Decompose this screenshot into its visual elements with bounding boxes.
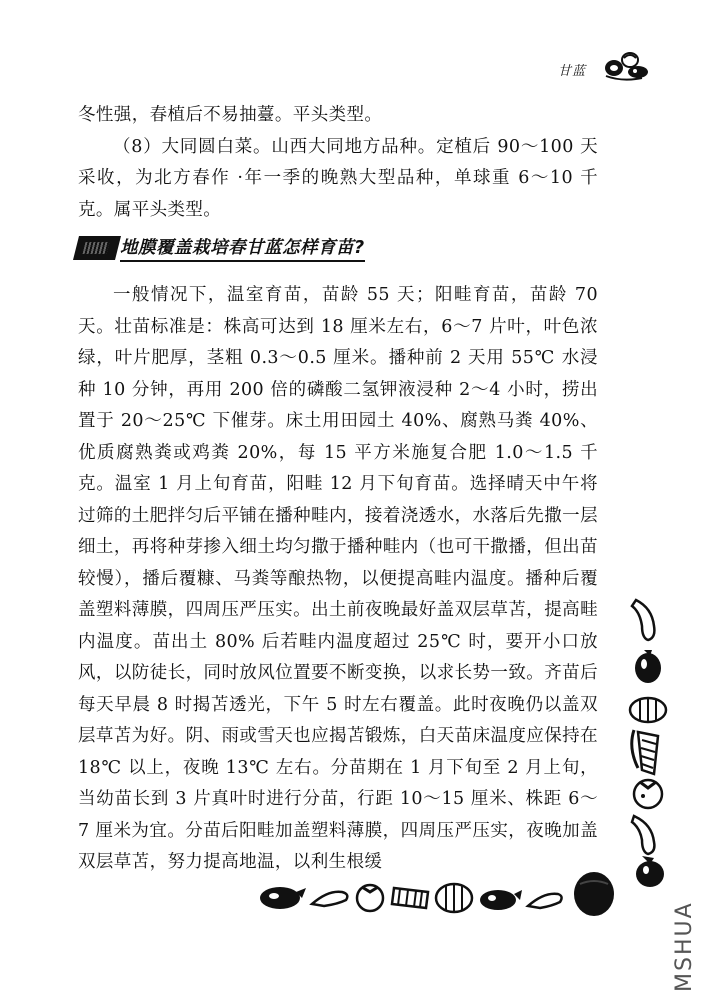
tomato-icon [357,885,383,911]
cucumber-icon [632,600,654,640]
section-heading [76,234,426,262]
cabbage-icon [574,872,614,916]
pumpkin-icon [436,884,472,912]
eggplant-icon [636,856,664,887]
section-heading-text: 地膜覆盖栽培春甘蓝怎样育苗? [120,234,365,262]
paragraph-continued: 冬性强，春植后不易抽薹。平头类型。 [78,105,383,125]
watermark: MSHUA [672,901,697,992]
eggplant-icon [635,650,661,683]
heading-badge-icon [73,236,121,260]
vegetable-cluster-icon [602,48,650,86]
top-section-text [78,100,598,226]
bottom-vegetable-border [258,870,614,922]
section-body-paragraph: 一般情况下，温室育苗，苗龄 55 天；阳畦育苗，苗龄 70 天。壮苗标准是：株高可达到 18 厘米左右，6～7 片叶，叶色浓绿，叶片肥厚，茎粗 0.3～0.5 厘米。播种前 2 天用 55℃ 水浸种 10 分钟，再用 200 倍的磷酸二氢钾液浸种 2～4 小时，捞出置于 20～25℃ 下催芽。床土用田园土 40%、腐熟马粪 40%、优质腐熟粪或鸡粪 20%，每 15 平方米施复合肥 1.0～1.5 千克。温室 1 月上旬育苗，阳畦 12 月下旬育苗。选择晴天中午将过筛的土肥拌匀后平铺在播种畦内，接着浇透水，水落后先撒一层细土，再将种芽掺入细土均匀撒于播种畦内（也可干撒播，但出苗较慢），播后覆糠、马粪等酿热物，以便提高畦内温度。播种后覆盖塑料薄膜，四周压严压实。出土前夜晚最好盖双层草苫，提高畦内温度。苗出土 80% 后若畦内温度超过 25℃ 时，要开小口放风，以防徒长，同时放风位置要不断变换，以求长势一致。齐苗后每天早晨 8 时揭苫透光，下午 5 时左右覆盖。此时夜晚仍以盖双层草苫为好。阴、雨或雪天也应揭苫锻炼，白天苗床温度应保持在 18℃ 以上，夜晚 13℃ 左右。分苗期在 1 月下旬至 2 月上旬，当幼苗长到 3 片真叶时进行分苗，行距 10～15 厘米、株距 6～7 厘米为宜。分苗后阳畦加盖塑料薄膜，四周压严压实，夜晚加盖双层草苫，努力提高地温，以利生根缓 [78,285,598,872]
eggplant-icon [480,890,522,910]
section-body [78,280,598,879]
corn-icon [632,730,658,774]
pumpkin-icon [630,698,666,722]
paragraph-variety-8: （8）大同圆白菜。山西大同地方品种。定植后 90～100 天采收，为北方春作 ·年一季的晚熟大型品种，单球重 6～10 千克。属平头类型。 [78,136,598,220]
tomato-icon [634,780,662,808]
side-vegetable-border [624,598,674,888]
cucumber-icon [312,892,347,906]
cucumber-icon [632,816,654,854]
cucumber-icon [528,894,562,908]
eggplant-icon [260,887,306,909]
running-header-title: 甘蓝 [558,64,587,79]
corn-icon [392,888,428,908]
